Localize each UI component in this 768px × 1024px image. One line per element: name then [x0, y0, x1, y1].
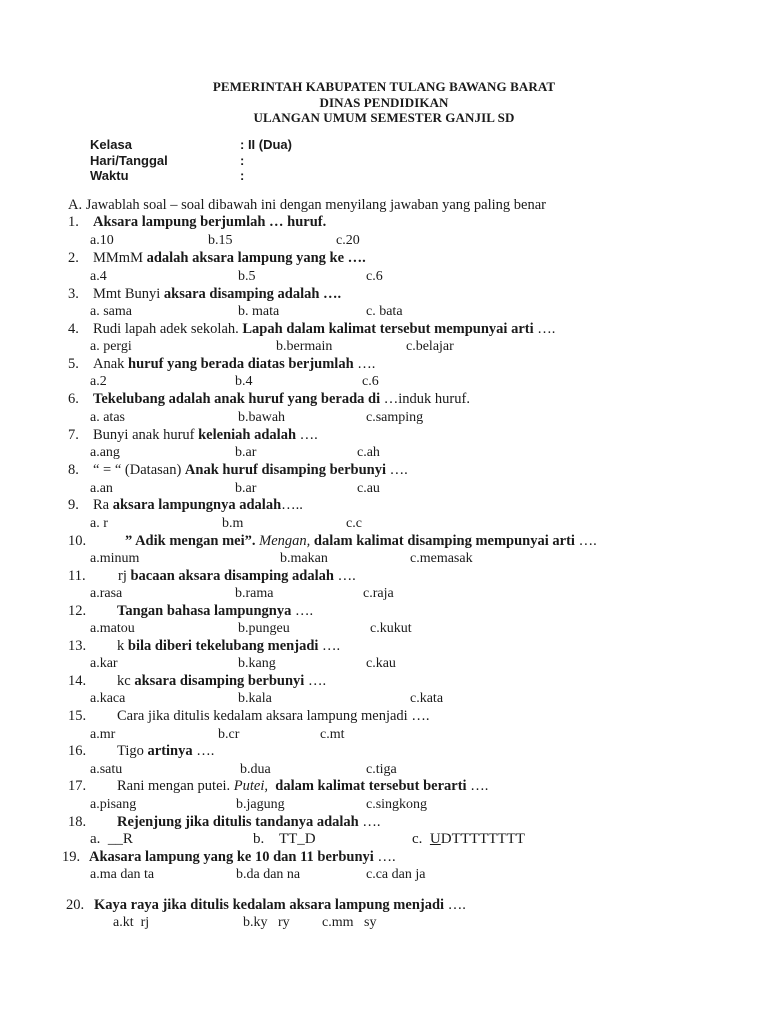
question-text — [93, 497, 303, 514]
question-number: 10. — [68, 533, 87, 549]
question-italic-word: Putei, — [233, 778, 269, 794]
option-c: c. bata — [366, 304, 403, 319]
question-sentence: Rani mengan putei. — [117, 778, 234, 794]
question-tail: …induk huruf. — [380, 391, 470, 407]
question-8 — [68, 462, 408, 479]
option-c-underlined: U — [429, 831, 441, 847]
question-prompt: huruf yang berada diatas berjumlah — [128, 356, 354, 372]
question-number: 14. — [68, 673, 87, 689]
question-italic-word: Mengan, — [259, 533, 311, 549]
option-a: a.an — [90, 481, 113, 496]
option-b: b.da dan na — [236, 867, 301, 882]
question-prompt: aksara disamping adalah …. — [163, 286, 342, 302]
waktu-label: Waktu — [90, 168, 129, 183]
question-number: 12. — [68, 603, 87, 619]
option-a: a. r — [90, 516, 108, 531]
option-b: b.m — [222, 516, 244, 531]
question-prompt: keleniah adalah — [198, 427, 297, 443]
option-a: a. sama — [90, 304, 132, 319]
option-c: c.belajar — [406, 339, 454, 354]
question-text — [117, 814, 380, 831]
ellipsis: …. — [353, 356, 376, 372]
question-11 — [68, 568, 356, 585]
question-2 — [68, 250, 366, 267]
option-b: b.cr — [218, 727, 240, 742]
question-number: 9. — [68, 497, 79, 513]
option-c: c.ca dan ja — [366, 867, 426, 882]
question-14 — [68, 673, 327, 690]
question-10 — [68, 533, 597, 550]
option-c: c.mm sy — [322, 915, 377, 930]
aksara-glyph: k — [117, 638, 128, 654]
option-b: b.ar — [235, 481, 257, 496]
aksara-glyph: kc — [117, 673, 135, 689]
ellipsis: …. — [385, 462, 408, 478]
question-number: 8. — [68, 462, 79, 478]
option-b: b.5 — [238, 269, 256, 284]
question-15 — [68, 708, 430, 725]
ellipsis: …. — [296, 427, 318, 443]
kelas-value: : II (Dua) — [240, 137, 292, 152]
question-text — [117, 673, 326, 690]
question-number: 13. — [68, 638, 87, 654]
question-number: 6. — [68, 391, 79, 407]
question-number: 17. — [68, 778, 87, 794]
option-a: a.pisang — [90, 797, 137, 812]
option-b: b. mata — [238, 304, 280, 319]
question-number: 15. — [68, 708, 87, 724]
option-c: c.tiga — [366, 762, 397, 777]
question-3 — [68, 286, 342, 303]
option-b: b.bermain — [276, 339, 333, 354]
option-a: a.kt rj — [113, 915, 150, 930]
question-number: 4. — [68, 321, 79, 337]
hari-tanggal-value: : — [240, 153, 245, 168]
question-text — [117, 603, 313, 620]
ellipsis: …. — [358, 814, 381, 830]
option-a: a.ang — [90, 445, 120, 460]
question-prompt: aksara lampungnya adalah — [112, 497, 282, 513]
option-a: a.kaca — [90, 691, 126, 706]
option-c: c.6 — [366, 269, 383, 284]
header-exam-title: ULANGAN UMUM SEMESTER GANJIL SD — [253, 110, 515, 125]
option-a: a.mr — [90, 727, 116, 742]
question-20 — [66, 897, 466, 914]
question-quote: ” Adik mengan mei”. — [125, 533, 260, 549]
option-c: c.memasak — [410, 551, 473, 566]
question-number: 16. — [68, 743, 87, 759]
question-prompt: adalah aksara lampung yang ke …. — [146, 250, 366, 266]
question-19 — [62, 849, 396, 866]
question-number: 3. — [68, 286, 79, 302]
option-c: c.samping — [366, 410, 424, 425]
question-text — [93, 356, 375, 373]
hari-tanggal-label: Hari/Tanggal — [90, 153, 168, 168]
ellipsis: …. — [373, 849, 396, 865]
ellipsis: …. — [318, 638, 341, 654]
question-prompt: Lapah dalam kalimat tersebut mempunyai arti — [242, 321, 534, 337]
option-c: c.20 — [336, 233, 360, 248]
question-text — [117, 743, 214, 760]
option-b: b.4 — [235, 374, 253, 389]
question-prompt: aksara disamping berbunyi — [134, 673, 305, 689]
question-9 — [68, 497, 303, 514]
option-a: a.rasa — [90, 586, 123, 601]
question-text — [117, 778, 488, 795]
question-lead: Anak — [93, 356, 129, 372]
option-a: a.minum — [90, 551, 140, 566]
option-b: b.ar — [235, 445, 257, 460]
ellipsis: ….. — [281, 497, 303, 513]
question-13 — [68, 638, 341, 655]
option-b: b.jagung — [236, 797, 285, 812]
option-a: a.2 — [90, 374, 107, 389]
question-prompt: artinya — [147, 743, 193, 759]
option-c: c.ah — [357, 445, 380, 460]
option-b: b.15 — [208, 233, 233, 248]
question-prompt: bacaan aksara disamping adalah — [130, 568, 334, 584]
option-c — [412, 831, 525, 848]
question-number: 20. — [66, 897, 85, 913]
question-17 — [68, 778, 489, 795]
question-text — [93, 391, 470, 408]
question-number: 1. — [68, 214, 79, 230]
option-a: a.4 — [90, 269, 107, 284]
question-18 — [68, 814, 381, 831]
option-c: c.kau — [366, 656, 396, 671]
question-text — [93, 250, 366, 267]
option-b: b.rama — [235, 586, 274, 601]
question-lead: Tigo — [117, 743, 148, 759]
question-number: 18. — [68, 814, 87, 830]
question-6 — [68, 391, 470, 408]
question-12 — [68, 603, 314, 620]
ellipsis: …. — [574, 533, 597, 549]
option-c: c.kukut — [370, 621, 412, 636]
option-a: a.ma dan ta — [90, 867, 155, 882]
option-c: c.c — [346, 516, 362, 531]
header-government: PEMERINTAH KABUPATEN TULANG BAWANG BARAT — [212, 79, 556, 94]
option-b: b.bawah — [238, 410, 286, 425]
instruction: A. Jawablah soal – soal dibawah ini dengan menyilang jawaban yang paling benar — [68, 197, 546, 213]
question-text: Aksara lampung berjumlah … huruf. — [93, 214, 327, 230]
option-c-label: c. — [412, 831, 430, 847]
question-text — [93, 427, 318, 444]
question-number: 2. — [68, 250, 79, 266]
header-department: DINAS PENDIDIKAN — [319, 95, 449, 110]
aksara-glyph: Mmt Bunyi — [93, 286, 164, 302]
option-a: a. __R — [90, 831, 133, 847]
question-text — [125, 533, 597, 550]
option-c: c.raja — [363, 586, 394, 601]
question-prompt: Kaya raya jika ditulis kedalam aksara lampung menjadi — [94, 897, 445, 913]
question-prompt: Tangan bahasa lampungnya — [117, 603, 292, 619]
question-text: Cara jika ditulis kedalam aksara lampung menjadi …. — [117, 708, 430, 724]
question-text — [93, 462, 408, 479]
aksara-glyph: rj — [118, 568, 131, 584]
question-prompt: bila diberi tekelubang menjadi — [127, 638, 319, 654]
question-lead: Ra — [93, 497, 113, 513]
question-prompt: Akasara lampung yang ke 10 dan 11 berbunyi — [89, 849, 374, 865]
ellipsis: …. — [192, 743, 215, 759]
ellipsis: …. — [333, 568, 356, 584]
question-16 — [68, 743, 215, 760]
option-c-rest: DTTTTTTTT — [440, 831, 525, 847]
question-1 — [68, 214, 327, 231]
option-a: a. atas — [90, 410, 125, 425]
question-text — [89, 849, 396, 866]
question-text — [93, 321, 555, 338]
question-prompt: Rejenjung jika ditulis tandanya adalah — [117, 814, 359, 830]
option-c: c.singkong — [366, 797, 428, 812]
option-b: b. TT_D — [253, 831, 316, 847]
ellipsis: …. — [304, 673, 327, 689]
question-text — [94, 897, 466, 914]
option-a: a.kar — [90, 656, 118, 671]
ellipsis: …. — [466, 778, 489, 794]
question-number: 19. — [62, 849, 81, 865]
ellipsis: …. — [444, 897, 466, 913]
question-number: 11. — [68, 568, 86, 584]
option-c: c.mt — [320, 727, 345, 742]
question-text — [93, 286, 341, 303]
option-a: a. pergi — [90, 339, 132, 354]
option-b: b.kala — [238, 691, 272, 706]
question-4 — [68, 321, 556, 338]
question-7 — [68, 427, 318, 444]
option-c: c.6 — [362, 374, 379, 389]
question-lead: Bunyi anak huruf — [93, 427, 199, 443]
question-number: 5. — [68, 356, 79, 372]
question-prompt: dalam kalimat tersebut berarti — [275, 778, 467, 794]
option-b: b.ky ry — [243, 915, 290, 930]
option-c: c.au — [357, 481, 380, 496]
question-text — [118, 568, 356, 585]
option-b: b.pungeu — [238, 621, 290, 636]
kelas-label: Kelasa — [90, 137, 132, 152]
question-prompt: dalam kalimat disamping mempunyai arti — [310, 533, 575, 549]
question-prompt: Anak huruf disamping berbunyi — [184, 462, 386, 478]
ellipsis: …. — [533, 321, 556, 337]
aksara-glyph: MMmM — [93, 250, 147, 266]
question-number: 7. — [68, 427, 79, 443]
question-5 — [68, 356, 376, 373]
option-a: a.satu — [90, 762, 123, 777]
option-b: b.kang — [238, 656, 276, 671]
question-text — [117, 638, 340, 655]
question-sentence: Rudi lapah adek sekolah. — [93, 321, 243, 337]
waktu-value: : — [240, 168, 245, 183]
option-b: b.dua — [240, 762, 271, 777]
option-a: a.matou — [90, 621, 135, 636]
option-b: b.makan — [280, 551, 328, 566]
option-c: c.kata — [410, 691, 444, 706]
ellipsis: …. — [291, 603, 314, 619]
question-lead: “ = “ (Datasan) — [93, 462, 185, 478]
option-a: a.10 — [90, 233, 114, 248]
question-prompt: Tekelubang adalah anak huruf yang berada di — [93, 391, 381, 407]
